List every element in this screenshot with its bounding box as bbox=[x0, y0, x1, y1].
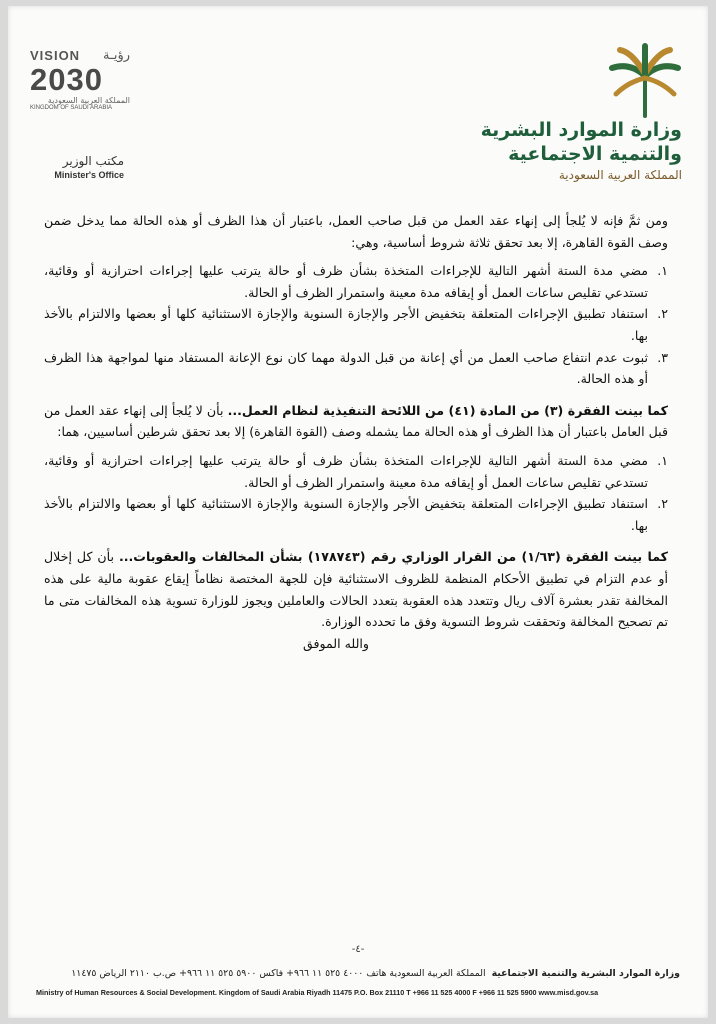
vision-kingdom-en: KINGDOM OF SAUDI ARABIA bbox=[30, 105, 113, 111]
page-number: -٤- bbox=[351, 944, 365, 955]
footer-arabic bbox=[36, 968, 680, 979]
list-item: ١. مضي مدة الستة أشهر التالية للإجراءات المتخذة بشأن ظرف أو حالة يترتب عليها إجراءات احترازية أو وقائية، تستدعي تقليص ساعات العمل أو إيقافه مدة معينة واستمرار الظرف أو الحالة. bbox=[44, 263, 668, 300]
ministerial-decision-paragraph: كما بينت الفقرة (١/٦٣) من القرار الوزاري رقم (١٧٨٧٤٣) بشأن المخالفات والعقوبات... بأن كل إخلال أو عدم التزام في تطبيق الأحكام المنظمة للظروف الاستثنائية فإن للجهة المختصة نظاماً إيقاع عقوبة مالية على هذه المخالفة تقدر بعشرة آلاف ريال وتتعدد هذه العقوبة بتعدد الحالات والعاملين ويجوز للوزارة تسوية هذه المخالفات متى ما تم تصحيح المخالفة وتحققت شروط التسوية وفق ما تحدده الوزارة. bbox=[44, 549, 668, 630]
conditions-list-employer bbox=[44, 260, 668, 390]
ministry-name bbox=[470, 118, 682, 182]
vision-2030-logo bbox=[30, 48, 140, 111]
office-ar: مكتب الوزير bbox=[62, 154, 124, 168]
letter-body bbox=[44, 210, 668, 654]
article-41-paragraph: كما بينت الفقرة (٣) من المادة (٤١) من اللائحة التنفيذية لنظام العمل... بأن لا يُلجأ إلى إنهاء عقد العمل من قبل العامل باعتبار أن هذا الظرف أو هذه الحالة مما يشمله وصف (القوة القاهرة) إلا بعد تحقق شرطين أساسيين، هما: bbox=[44, 402, 668, 440]
conditions-list-worker bbox=[44, 450, 668, 536]
list-item: ٢. استنفاد تطبيق الإجراءات المتعلقة بتخفيض الأجر والإجازة السنوية والإجازة الاستثنائية كلها أو بعضها والالتزام بالأخذ بها. bbox=[44, 496, 668, 533]
article-41-lead: كما بينت الفقرة (٣) من المادة (٤١) من اللائحة التنفيذية لنظام العمل... bbox=[227, 402, 668, 418]
ministry-line-1: وزارة الموارد البشرية bbox=[480, 119, 682, 141]
ministry-country: المملكة العربية السعودية bbox=[558, 168, 682, 182]
list-item: ١. مضي مدة الستة أشهر التالية للإجراءات المتخذة بشأن ظرف أو حالة يترتب عليها إجراءات احترازية أو وقائية، تستدعي تقليص ساعات العمل أو إيقافه مدة معينة واستمرار الظرف أو الحالة. bbox=[44, 452, 668, 490]
vision-ar-label: رؤيـة bbox=[103, 48, 130, 63]
ministers-office-label bbox=[44, 154, 124, 180]
footer bbox=[36, 968, 680, 997]
intro-paragraph: ومن ثمَّ فإنه لا يُلجأ إلى إنهاء عقد العمل من قبل صاحب العمل، باعتبار أن هذا الظرف أو هذه الحالة مما يدخل ضمن وصف القوة القاهرة، إلا بعد تحقق ثلاثة شروط أساسية، وهي: bbox=[44, 213, 668, 250]
footer-ministry-name: وزارة الموارد البشرية والتنمية الاجتماعية bbox=[491, 968, 680, 979]
closing-line: والله الموفق bbox=[303, 635, 369, 651]
footer-contact-ar: المملكة العربية السعودية هاتف ٤٠٠٠ ٥٢٥ ١١ ٩٦٦+ فاكس ٥٩٠٠ ٥٢٥ ١١ ٩٦٦+ ص.ب ٢١١٠ الرياض ١١٤٧٥ bbox=[71, 968, 486, 979]
palm-tree-icon bbox=[608, 42, 682, 118]
ministry-line-2: والتنمية الاجتماعية bbox=[508, 143, 682, 165]
vision-kingdom-ar: المملكة العربية السعودية bbox=[47, 96, 130, 105]
office-en: Minister's Office bbox=[54, 170, 124, 180]
list-item: ٣. ثبوت عدم انتفاع صاحب العمل من أي إعانة من قبل الدولة مهما كان نوع الإعانة المستفاد منها لمواجهة هذا الظرف أو هذه الحالة. bbox=[44, 349, 668, 387]
list-item: ٢. استنفاد تطبيق الإجراءات المتعلقة بتخفيض الأجر والإجازة السنوية والإجازة الاستثنائية كلها أو بعضها والالتزام بالأخذ بها. bbox=[44, 306, 668, 343]
decision-lead: كما بينت الفقرة (١/٦٣) من القرار الوزاري رقم (١٧٨٧٤٣) بشأن المخالفات والعقوبات... bbox=[118, 549, 668, 565]
footer-english: Ministry of Human Resources & Social Development. Kingdom of Saudi Arabia Riyadh 11475 P.O. Box 21110 T +966 11 525 4000 F +966 11 525 5900 www.misd.gov.sa bbox=[36, 988, 599, 997]
vision-year: 2030 bbox=[30, 62, 103, 97]
vision-en-label: VISION bbox=[30, 48, 81, 63]
letterhead bbox=[0, 0, 716, 200]
